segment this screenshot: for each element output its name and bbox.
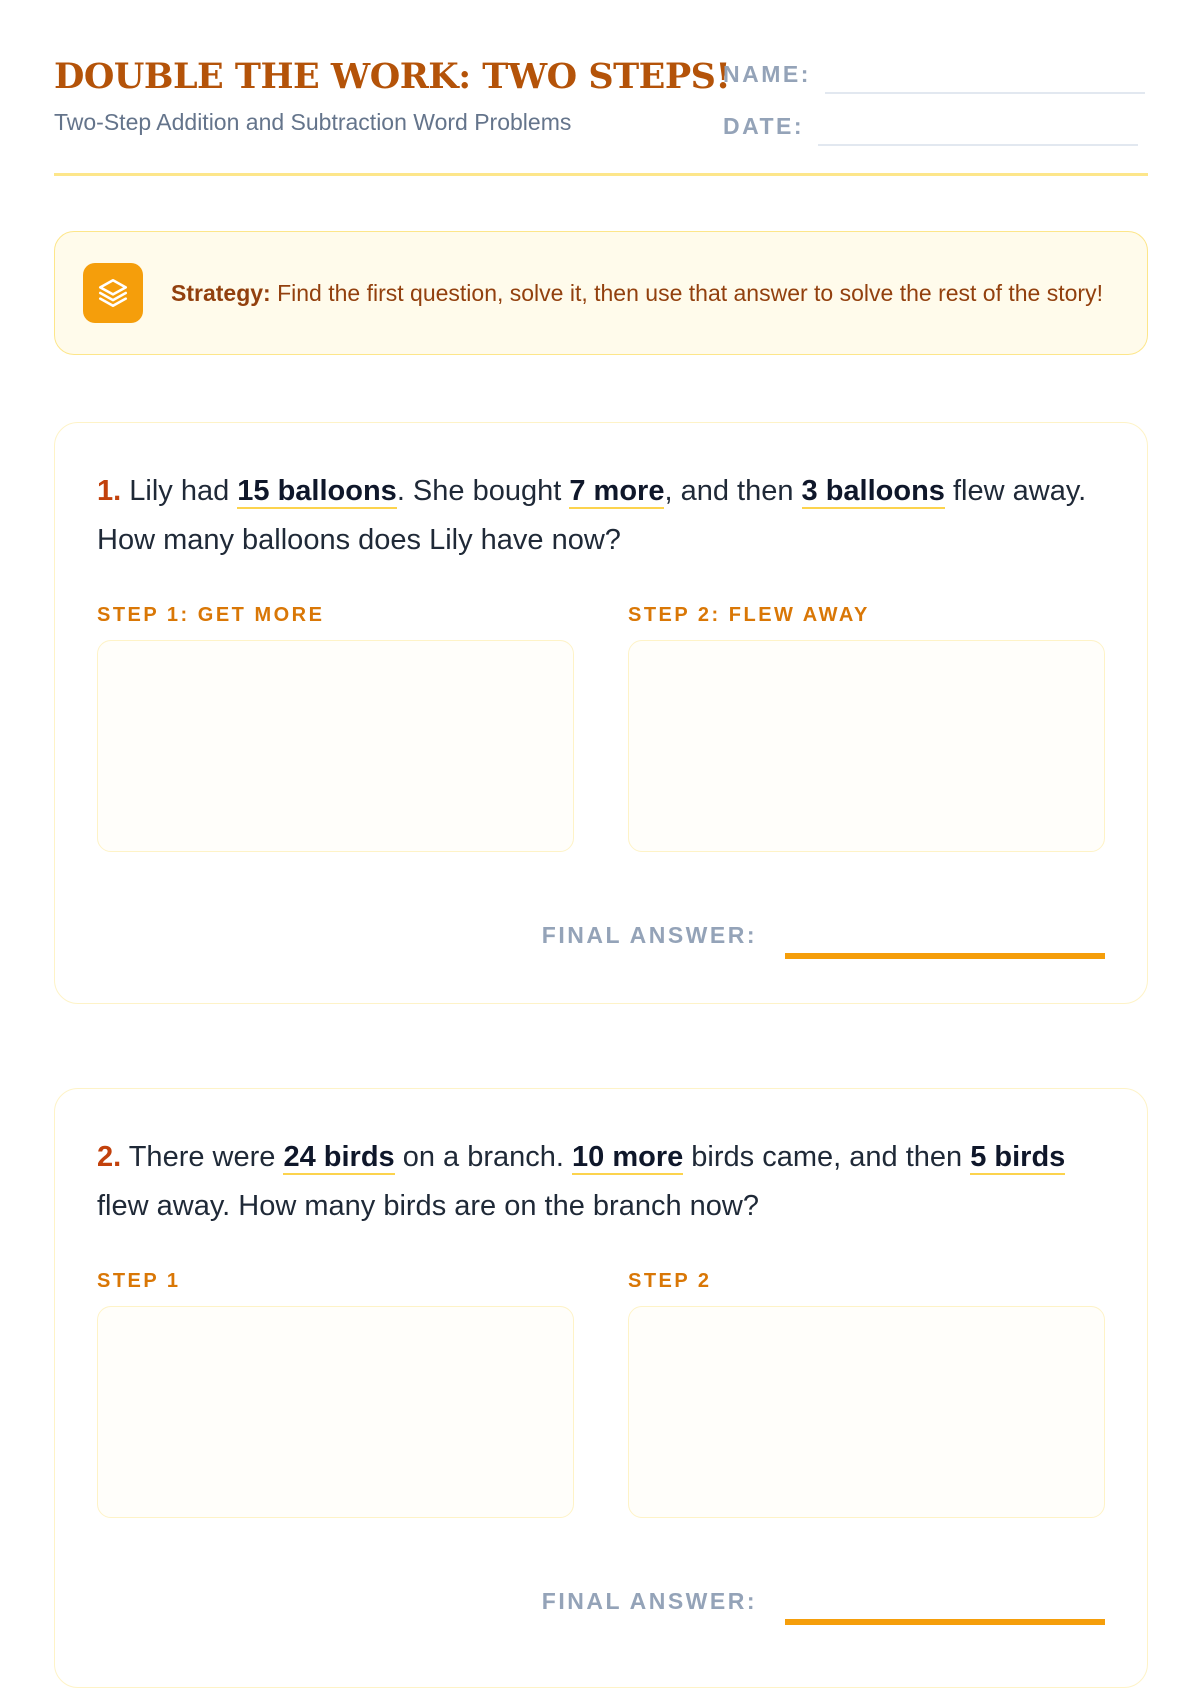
page-subtitle: Two-Step Addition and Subtraction Word Problems [54, 109, 572, 135]
worksheet-page [54, 0, 1148, 1614]
worksheet-header [54, 0, 1148, 176]
name-field [723, 54, 1145, 94]
date-field [723, 106, 1138, 146]
work-steps [97, 604, 1105, 852]
problem-text-segment: birds came, and then [683, 1141, 971, 1173]
problem-card-1 [54, 422, 1148, 1004]
final-answer [542, 919, 1105, 959]
step-1-work-box[interactable] [97, 1306, 574, 1518]
final-answer-line[interactable] [785, 919, 1105, 959]
strategy-label: Strategy: [171, 280, 271, 306]
strategy-callout [54, 231, 1148, 355]
key-quantity: 24 birds [283, 1141, 395, 1173]
final-answer [542, 1585, 1105, 1625]
problem-text-segment: There were [121, 1141, 284, 1173]
problem-text-segment: flew away. How many birds are on the branch now? [97, 1190, 759, 1222]
step-2-work-box[interactable] [628, 640, 1105, 852]
strategy-text [171, 276, 1103, 310]
problem-text-segment: Lily had [121, 475, 238, 507]
strategy-body: Find the first question, solve it, then use that answer to solve the rest of the story! [270, 280, 1103, 306]
step-2-label: STEP 2: FLEW AWAY [628, 604, 870, 626]
key-quantity: 15 balloons [237, 475, 397, 507]
problem-number: 2. [97, 1141, 122, 1173]
problem-text-segment: . She bought [396, 475, 570, 507]
key-quantity: 10 more [572, 1141, 684, 1173]
problem-text-segment: on a branch. [394, 1141, 573, 1173]
problem-text-segment: flew away. How many balloons does Lily have now? [97, 475, 1087, 556]
final-answer-label: FINAL ANSWER: [541, 1588, 757, 1614]
final-answer-line[interactable] [785, 1585, 1105, 1625]
problem-number: 1. [97, 475, 122, 507]
key-quantity: 5 birds [970, 1141, 1066, 1173]
key-quantity: 7 more [569, 475, 665, 507]
step-2-label: STEP 2 [628, 1270, 712, 1292]
work-steps [97, 1270, 1105, 1518]
layers-icon [83, 263, 143, 323]
step-2 [628, 1270, 1105, 1518]
problem-card-2 [54, 1088, 1148, 1688]
date-input-line[interactable] [818, 112, 1138, 146]
final-answer-label: FINAL ANSWER: [541, 922, 757, 948]
step-1 [97, 604, 574, 852]
name-label: NAME: [723, 61, 811, 87]
problem-text [97, 423, 1105, 565]
step-2 [628, 604, 1105, 852]
date-label: DATE: [723, 113, 805, 139]
problem-text-segment: , and then [664, 475, 802, 507]
key-quantity: 3 balloons [801, 475, 945, 507]
page-title: DOUBLE THE WORK: TWO STEPS! [54, 56, 731, 97]
step-2-work-box[interactable] [628, 1306, 1105, 1518]
step-1-label: STEP 1 [97, 1270, 181, 1292]
step-1-label: STEP 1: GET MORE [97, 604, 325, 626]
problem-text [97, 1089, 1105, 1231]
step-1 [97, 1270, 574, 1518]
name-input-line[interactable] [825, 60, 1145, 94]
step-1-work-box[interactable] [97, 640, 574, 852]
